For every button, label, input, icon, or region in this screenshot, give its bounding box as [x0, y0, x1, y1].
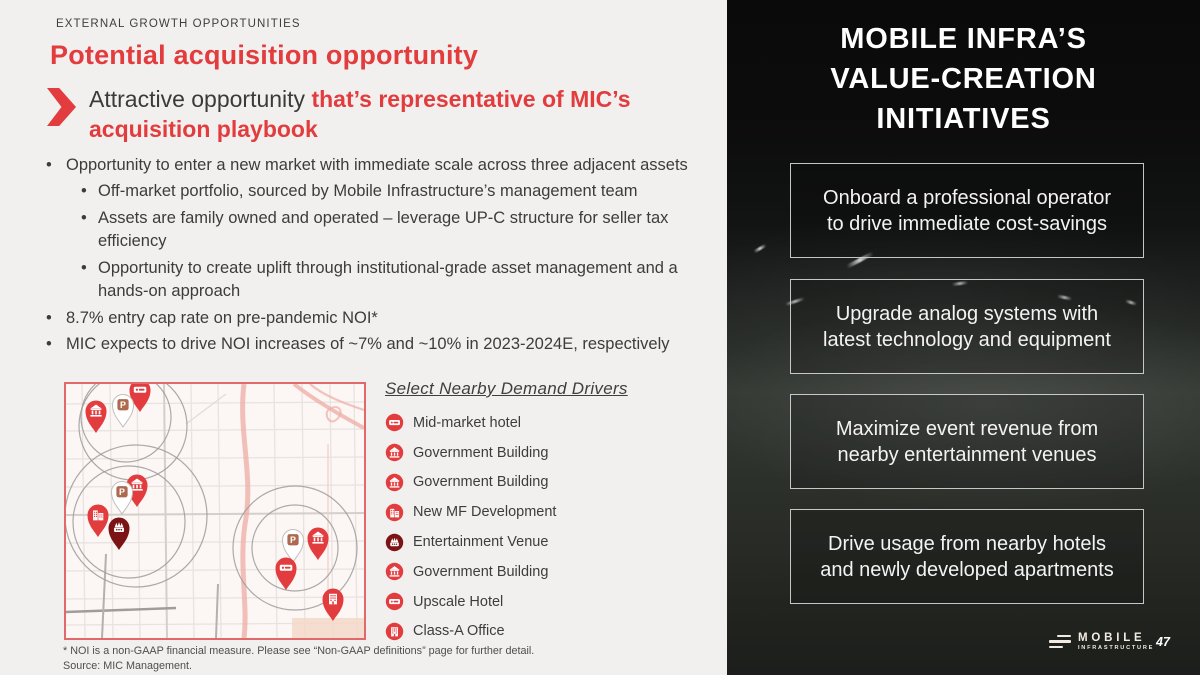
right-title: [727, 19, 1200, 139]
legend-label: Government Building: [413, 474, 549, 491]
hotel-icon: [385, 413, 404, 432]
legend-label: Government Building: [413, 444, 549, 461]
office-icon: [385, 622, 404, 641]
legend-title: Select Nearby Demand Drivers: [385, 379, 628, 398]
legend-label: Mid-market hotel: [413, 414, 521, 431]
government-building-icon: [385, 562, 404, 581]
right-title-line: INITIATIVES: [876, 103, 1051, 136]
initiative-box-text: Maximize event revenue from nearby entertainment venues: [835, 417, 1099, 466]
mobile-infrastructure-logo: [1049, 632, 1154, 651]
bullet-item: • Opportunity to create uplift through institutional-grade asset management and a hands-on approach: [44, 257, 720, 304]
legend-label: Government Building: [413, 563, 549, 580]
initiative-box: [790, 163, 1144, 258]
bullet-item: • 8.7% entry cap rate on pre-pandemic NOI*: [44, 307, 720, 330]
government-building-icon: [385, 473, 404, 492]
subtitle-plain: Attractive opportunity: [89, 86, 312, 112]
legend-label: Upscale Hotel: [413, 593, 504, 610]
eyebrow-label: EXTERNAL GROWTH OPPORTUNITIES: [56, 18, 301, 30]
footnote-line-1: * NOI is a non-GAAP financial measure. Please see “Non-GAAP definitions” page for further detail.: [63, 645, 535, 657]
legend-item: [385, 438, 628, 468]
right-title-line: VALUE-CREATION: [830, 63, 1097, 96]
logo-text-bottom: INFRASTRUCTURE: [1078, 645, 1155, 651]
initiative-box: [790, 394, 1144, 489]
logo-bars-icon: [1049, 635, 1071, 649]
footnote-line-2: Source: MIC Management.: [63, 659, 193, 672]
subtitle-text: [89, 84, 695, 145]
government-building-icon: [385, 443, 404, 462]
svg-text:P: P: [120, 400, 126, 411]
footnote: [63, 644, 534, 673]
initiative-box-text: Drive usage from nearby hotels and newly developed apartments: [820, 532, 1114, 581]
bullet-item: • Opportunity to enter a new market with immediate scale across three adjacent assets: [44, 154, 720, 177]
right-panel: [727, 0, 1200, 675]
subtitle-row: [47, 84, 695, 145]
legend-label: Entertainment Venue: [413, 534, 549, 551]
legend-label: New MF Development: [413, 504, 557, 521]
initiative-box-text: Onboard a professional operator to drive immediate cost-savings: [823, 186, 1111, 235]
legend-items: [385, 408, 628, 646]
legend-item: [385, 497, 628, 527]
legend-item: [385, 527, 628, 557]
svg-text:P: P: [290, 535, 296, 546]
bullet-item: • Assets are family owned and operated – leverage UP-C structure for seller tax efficiency: [44, 207, 720, 254]
page-title: Potential acquisition opportunity: [50, 40, 479, 70]
legend-item: [385, 468, 628, 498]
initiative-box: [790, 279, 1144, 374]
svg-text:P: P: [119, 487, 125, 498]
logo-text-top: MOBILE: [1078, 632, 1146, 644]
initiative-box: [790, 509, 1144, 604]
logo-text: [1078, 632, 1154, 651]
bullet-item: • Off-market portfolio, sourced by Mobile Infrastructure’s management team: [44, 180, 720, 203]
mf-development-icon: [385, 503, 404, 522]
demand-drivers-map: [64, 382, 366, 640]
legend-item: [385, 408, 628, 438]
map-canvas: [66, 384, 364, 638]
bullet-list: [44, 154, 720, 359]
legend-item: [385, 557, 628, 587]
subtitle-emphasis: that’s representative of MIC’s acquisition playbook: [89, 86, 631, 143]
legend: [385, 379, 628, 646]
hotel-icon: [385, 592, 404, 611]
legend-item: [385, 617, 628, 647]
legend-item: [385, 587, 628, 617]
right-title-line: MOBILE INFRA’S: [840, 23, 1087, 55]
page-number: 47: [1156, 635, 1170, 649]
entertainment-venue-icon: [385, 533, 404, 552]
legend-label: Class-A Office: [413, 623, 505, 640]
light-streak: [753, 244, 767, 254]
initiative-box-text: Upgrade analog systems with latest technology and equipment: [823, 302, 1111, 351]
chevron-icon: [47, 88, 76, 126]
bullet-item: • MIC expects to drive NOI increases of ~7% and ~10% in 2023-2024E, respectively: [44, 333, 720, 356]
